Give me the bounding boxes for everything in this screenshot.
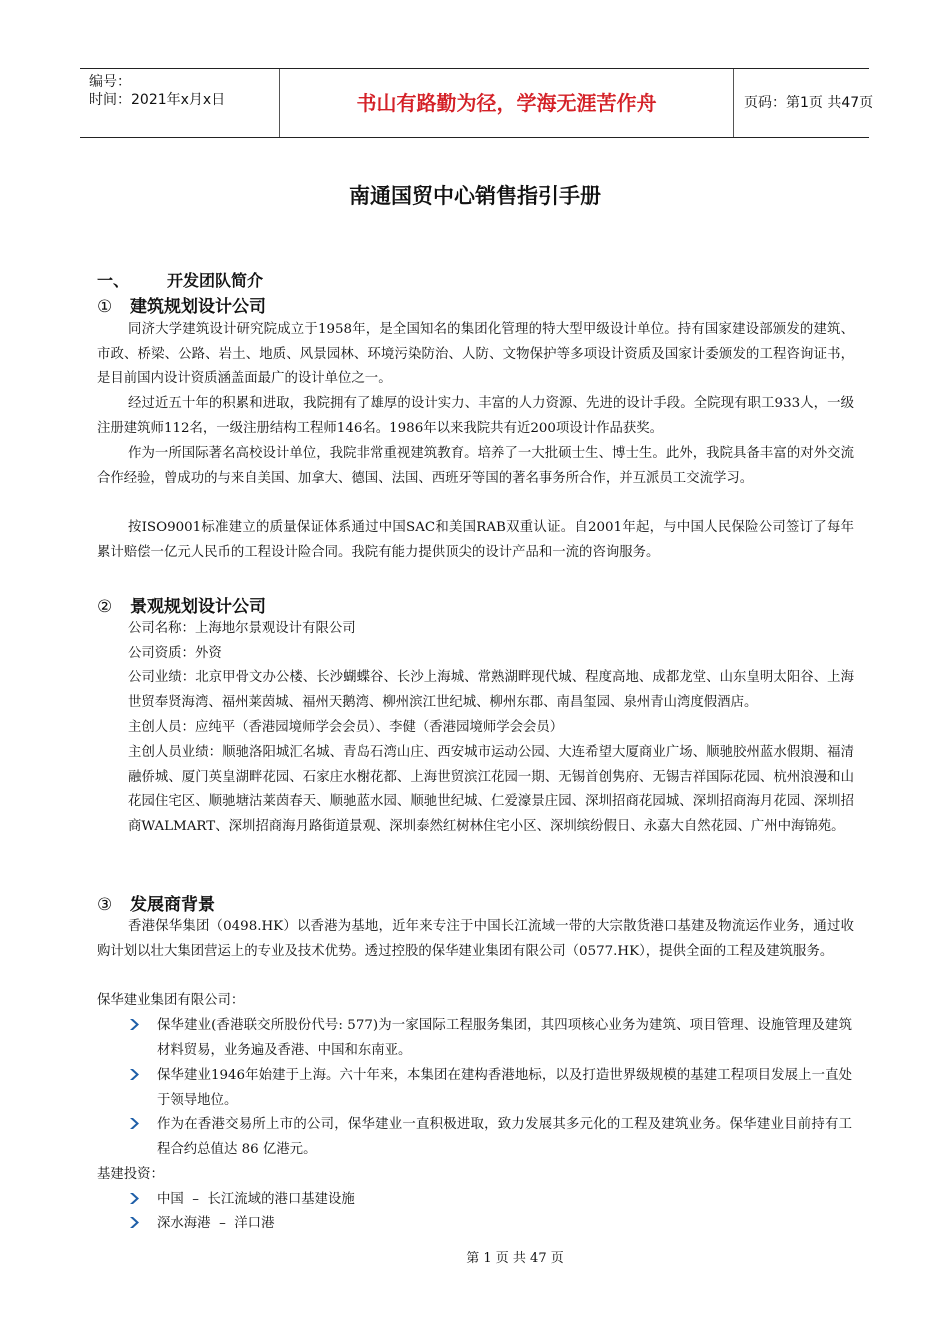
list-item-text: 保华建业(香港联交所股份代号: 577)为一家国际工程服务集团，其四项核心业务为建筑、项目管理、设施管理及建筑材料贸易，业务遍及香港、中国和东南亚。 [157, 1018, 852, 1058]
list-item-text: 深水海港 – 洋口港 [157, 1216, 275, 1231]
chevron-right-icon [128, 1018, 141, 1031]
section-label: 开发团队简介 [167, 271, 264, 290]
paragraph: 按ISO9001标准建立的质量保证体系通过中国SAC和美国RAB双重认证。自2001年起，与中国人民保险公司签订了每年累计赔偿一亿元人民币的工程设计险合同。我院有能力提供顶尖的设计产品和一流的咨询服务。 [97, 520, 854, 560]
list-item-text: 保华建业1946年始建于上海。六十年来，本集团在建构香港地标，以及打造世界级规模的基建工程项目发展上一直处于领导地位。 [157, 1068, 852, 1108]
number-label: 编号： [89, 74, 131, 90]
circled-number: ③ [97, 895, 113, 915]
designer-works: 主创人员业绩：顺驰洛阳城汇名城、青岛石湾山庄、西安城市运动公园、大连希望大厦商业广场、顺驰胶州蓝水假期、福清融侨城、厦门英皇湖畔花园、石家庄水榭花都、上海世贸滨江花园一期、无锡首创隽府、无锡吉祥国际花园、杭州浪漫和山花园住宅区、顺驰塘沽莱茵春天、顺驰蓝水园、顺驰世纪城、仁爱濠景庄园、深圳招商花园城、深圳招商海月花园、深圳招商WALMART、深圳招商海月路街道景观、深圳泰然红树林住宅小区、深圳缤纷假日、永嘉大自然花园、广州中海锦苑。 [128, 745, 854, 834]
section-heading-1 [97, 268, 263, 291]
list-item [128, 1113, 852, 1162]
subsection-label: 发展商背景 [130, 895, 215, 915]
company-name: 公司名称：上海地尔景观设计有限公司 [128, 621, 356, 636]
subgroup-label: 保华建业集团有限公司： [97, 993, 245, 1008]
paragraph: 同济大学建筑设计研究院成立于1958年，是全国知名的集团化管理的特大型甲级设计单位。持有国家建设部颁发的建筑、市政、桥梁、公路、岩土、地质、风景园林、环境污染防治、人防、文物保护等多项设计资质及国家计委颁发的工程咨询证书，是目前国内设计资质涵盖面最广的设计单位之一。 [97, 322, 854, 387]
chevron-right-icon [128, 1068, 141, 1081]
circled-number: ② [97, 597, 113, 617]
section-number: 一、 [97, 271, 130, 290]
investment-label: 基建投资： [97, 1167, 164, 1182]
slogan: 书山有路勤为径，学海无涯苦作舟 [280, 69, 734, 137]
subsection-heading-developer [97, 890, 215, 915]
time-label: 时间：2021年x月x日 [89, 92, 226, 108]
chevron-right-icon [128, 1117, 141, 1130]
list-item [128, 1188, 852, 1213]
list-item [128, 1064, 852, 1113]
document-title: 南通国贸中心销售指引手册 [349, 184, 601, 208]
list-item-text: 作为在香港交易所上市的公司，保华建业一直积极进取，致力发展其多元化的工程及建筑业务。保华建业目前持有工程合约总值达 86 亿港元。 [157, 1117, 852, 1157]
company-achievements: 公司业绩：北京甲骨文办公楼、长沙蝴蝶谷、长沙上海城、常熟湖畔现代城、程度高地、成都龙堂、山东皇明太阳谷、上海世贸奉贤海湾、福州莱茵城、福州天鹅湾、柳州滨江世纪城、柳州东郡、南昌玺园、泉州青山湾度假酒店。 [128, 670, 854, 710]
list-item-text: 中国 – 长江流域的港口基建设施 [157, 1192, 355, 1207]
paragraph: 经过近五十年的积累和进取，我院拥有了雄厚的设计实力、丰富的人力资源、先进的设计手段。全院现有职工933人，一级注册建筑师112名，一级注册结构工程师146名。1986年以来我院共有近200项设计作品获奖。 [97, 396, 854, 436]
page-header [80, 68, 874, 138]
developer-intro: 香港保华集团（0498.HK）以香港为基地，近年来专注于中国长江流域一带的大宗散货港口基建及物流运作业务，通过收购计划以壮大集团营运上的专业及技术优势。透过控股的保华建业集团有限公司（0577.HK），提供全面的工程及建筑服务。 [97, 919, 854, 959]
list-item [128, 1212, 852, 1237]
chevron-right-icon [128, 1192, 141, 1205]
chevron-right-icon [128, 1216, 141, 1229]
page-footer: 第 1 页 共 47 页 [466, 1251, 564, 1266]
subsection-heading-landscape [97, 592, 266, 617]
subsection-label: 建筑规划设计公司 [130, 297, 266, 317]
paragraph: 作为一所国际著名高校设计单位，我院非常重视建筑教育。培养了一大批硕士生、博士生。此外，我院具备丰富的对外交流合作经验，曾成功的与来自美国、加拿大、德国、法国、西班牙等国的著名事务所合作，并互派员工交流学习。 [97, 446, 854, 486]
lead-designers: 主创人员：应纯平（香港园境师学会会员）、李健（香港园境师学会会员） [128, 720, 564, 735]
page-label: 页码：第1页 共47页 [744, 95, 874, 111]
header-meta-cell [80, 69, 280, 137]
company-qualification: 公司资质：外资 [128, 646, 222, 661]
subsection-label: 景观规划设计公司 [130, 597, 266, 617]
circled-number: ① [97, 297, 113, 317]
subsection-heading-architecture [97, 292, 266, 317]
list-item [128, 1014, 852, 1063]
